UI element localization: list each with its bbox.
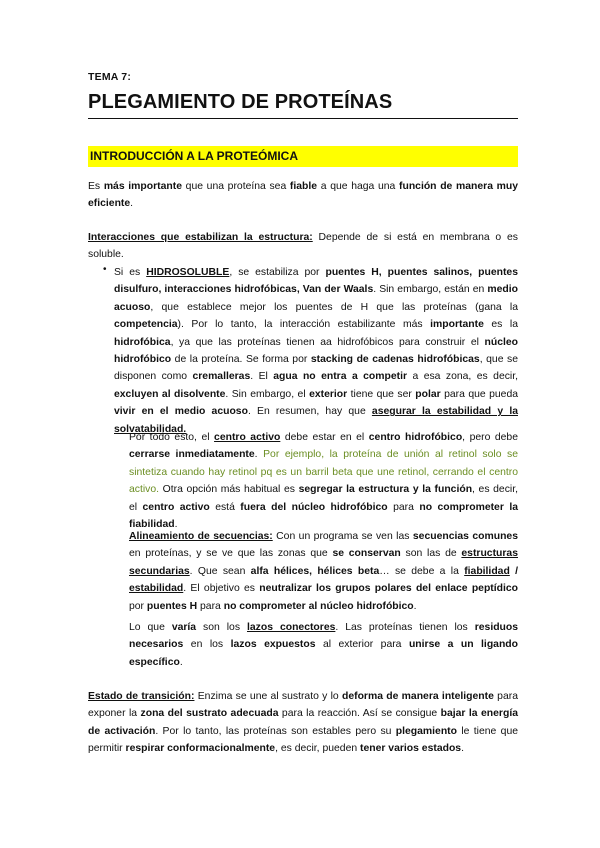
topic-number: TEMA 7: [88, 71, 132, 83]
active-center-paragraph: Por todo esto, el centro activo debe estar en el centro hidrofóbico, pero debe cerrarse inmediatamente. Por ejemplo, la proteína de unión al retinol solo se sintetiza cuando hay retinol pq es un barril beta que une retinol, cerrando el centro activo. Otra opción más habitual es segregar la estructura y la función, es decir, el centro activo está fuera del núcleo hidrofóbico para no comprometer la fiabilidad. [129, 432, 518, 531]
section-heading: INTRODUCCIÓN A LA PROTEÓMICA [88, 146, 518, 167]
alignment-paragraph: Alineamiento de secuencias: Con un programa se ven las secuencias comunes en proteínas, y se ve que las zonas que se conservan son las de estructuras secundarias. Que sean alfa hélices, hélices beta… se debe a la fiabilidad / estabilidad. El objetivo es neutralizar los grupos polares del enlace peptídico por puentes H para no comprometer al núcleo hidrofóbico. [129, 531, 519, 612]
interactions-heading: Interacciones que estabilizan la estructura: [88, 232, 313, 243]
transition-state-paragraph: Estado de transición: Enzima se une al sustrato y lo deforma de manera inteligente para exponer la zona del sustrato adecuada para la reacción. Así se consigue bajar la energía de activación. Por lo tanto, las proteínas son estables pero su plegamiento le tiene que permitir respirar conformacionalmente, es decir, pueden tener varios estados. [88, 691, 519, 755]
page-title: PLEGAMIENTO DE PROTEÍNAS [88, 91, 518, 119]
loops-paragraph: Lo que varía son los lazos conectores. Las proteínas tienen los residuos necesarios en los lazos expuestos al exterior para unirse a un ligando específico. [129, 622, 519, 668]
transition-state-heading: Estado de transición: [88, 691, 195, 702]
bullet-hidrosoluble: Si es HIDROSOLUBLE, se estabiliza por puentes H, puentes salinos, puentes disulfuro, interacciones hidrofóbicas, Van der Waals. Sin embargo, están en medio acuoso, que establece mejor los puentes de H que las proteínas (gana la competencia). Por lo tanto, la interacción estabilizante más importante es la hidrofóbica, ya que las proteínas tienen aa hidrofóbicos para construir el núcleo hidrofóbico de la proteína. Se forma por stacking de cadenas hidrofóbicas, que se disponen como cremalleras. El agua no entra a competir a esa zona, es decir, excluyen al disolvente. Sin embargo, el exterior tiene que ser polar para que pueda vivir en el medio acuoso. En resumen, hay que asegurar la estabilidad y la solvatabilidad. [114, 267, 519, 435]
retinol-example: Por ejemplo, la proteína de unión al retinol solo se sintetiza cuando hay retinol pq es un barril beta que une retinol, cerrando el centro activo. [129, 449, 518, 496]
intro-paragraph: Es más importante que una proteína sea fiable a que haga una función de manera muy eficiente. [88, 181, 519, 210]
alignment-heading: Alineamiento de secuencias: [129, 531, 273, 542]
interactions-paragraph: Interacciones que estabilizan la estructura: Depende de si está en membrana o es soluble. [88, 232, 518, 261]
